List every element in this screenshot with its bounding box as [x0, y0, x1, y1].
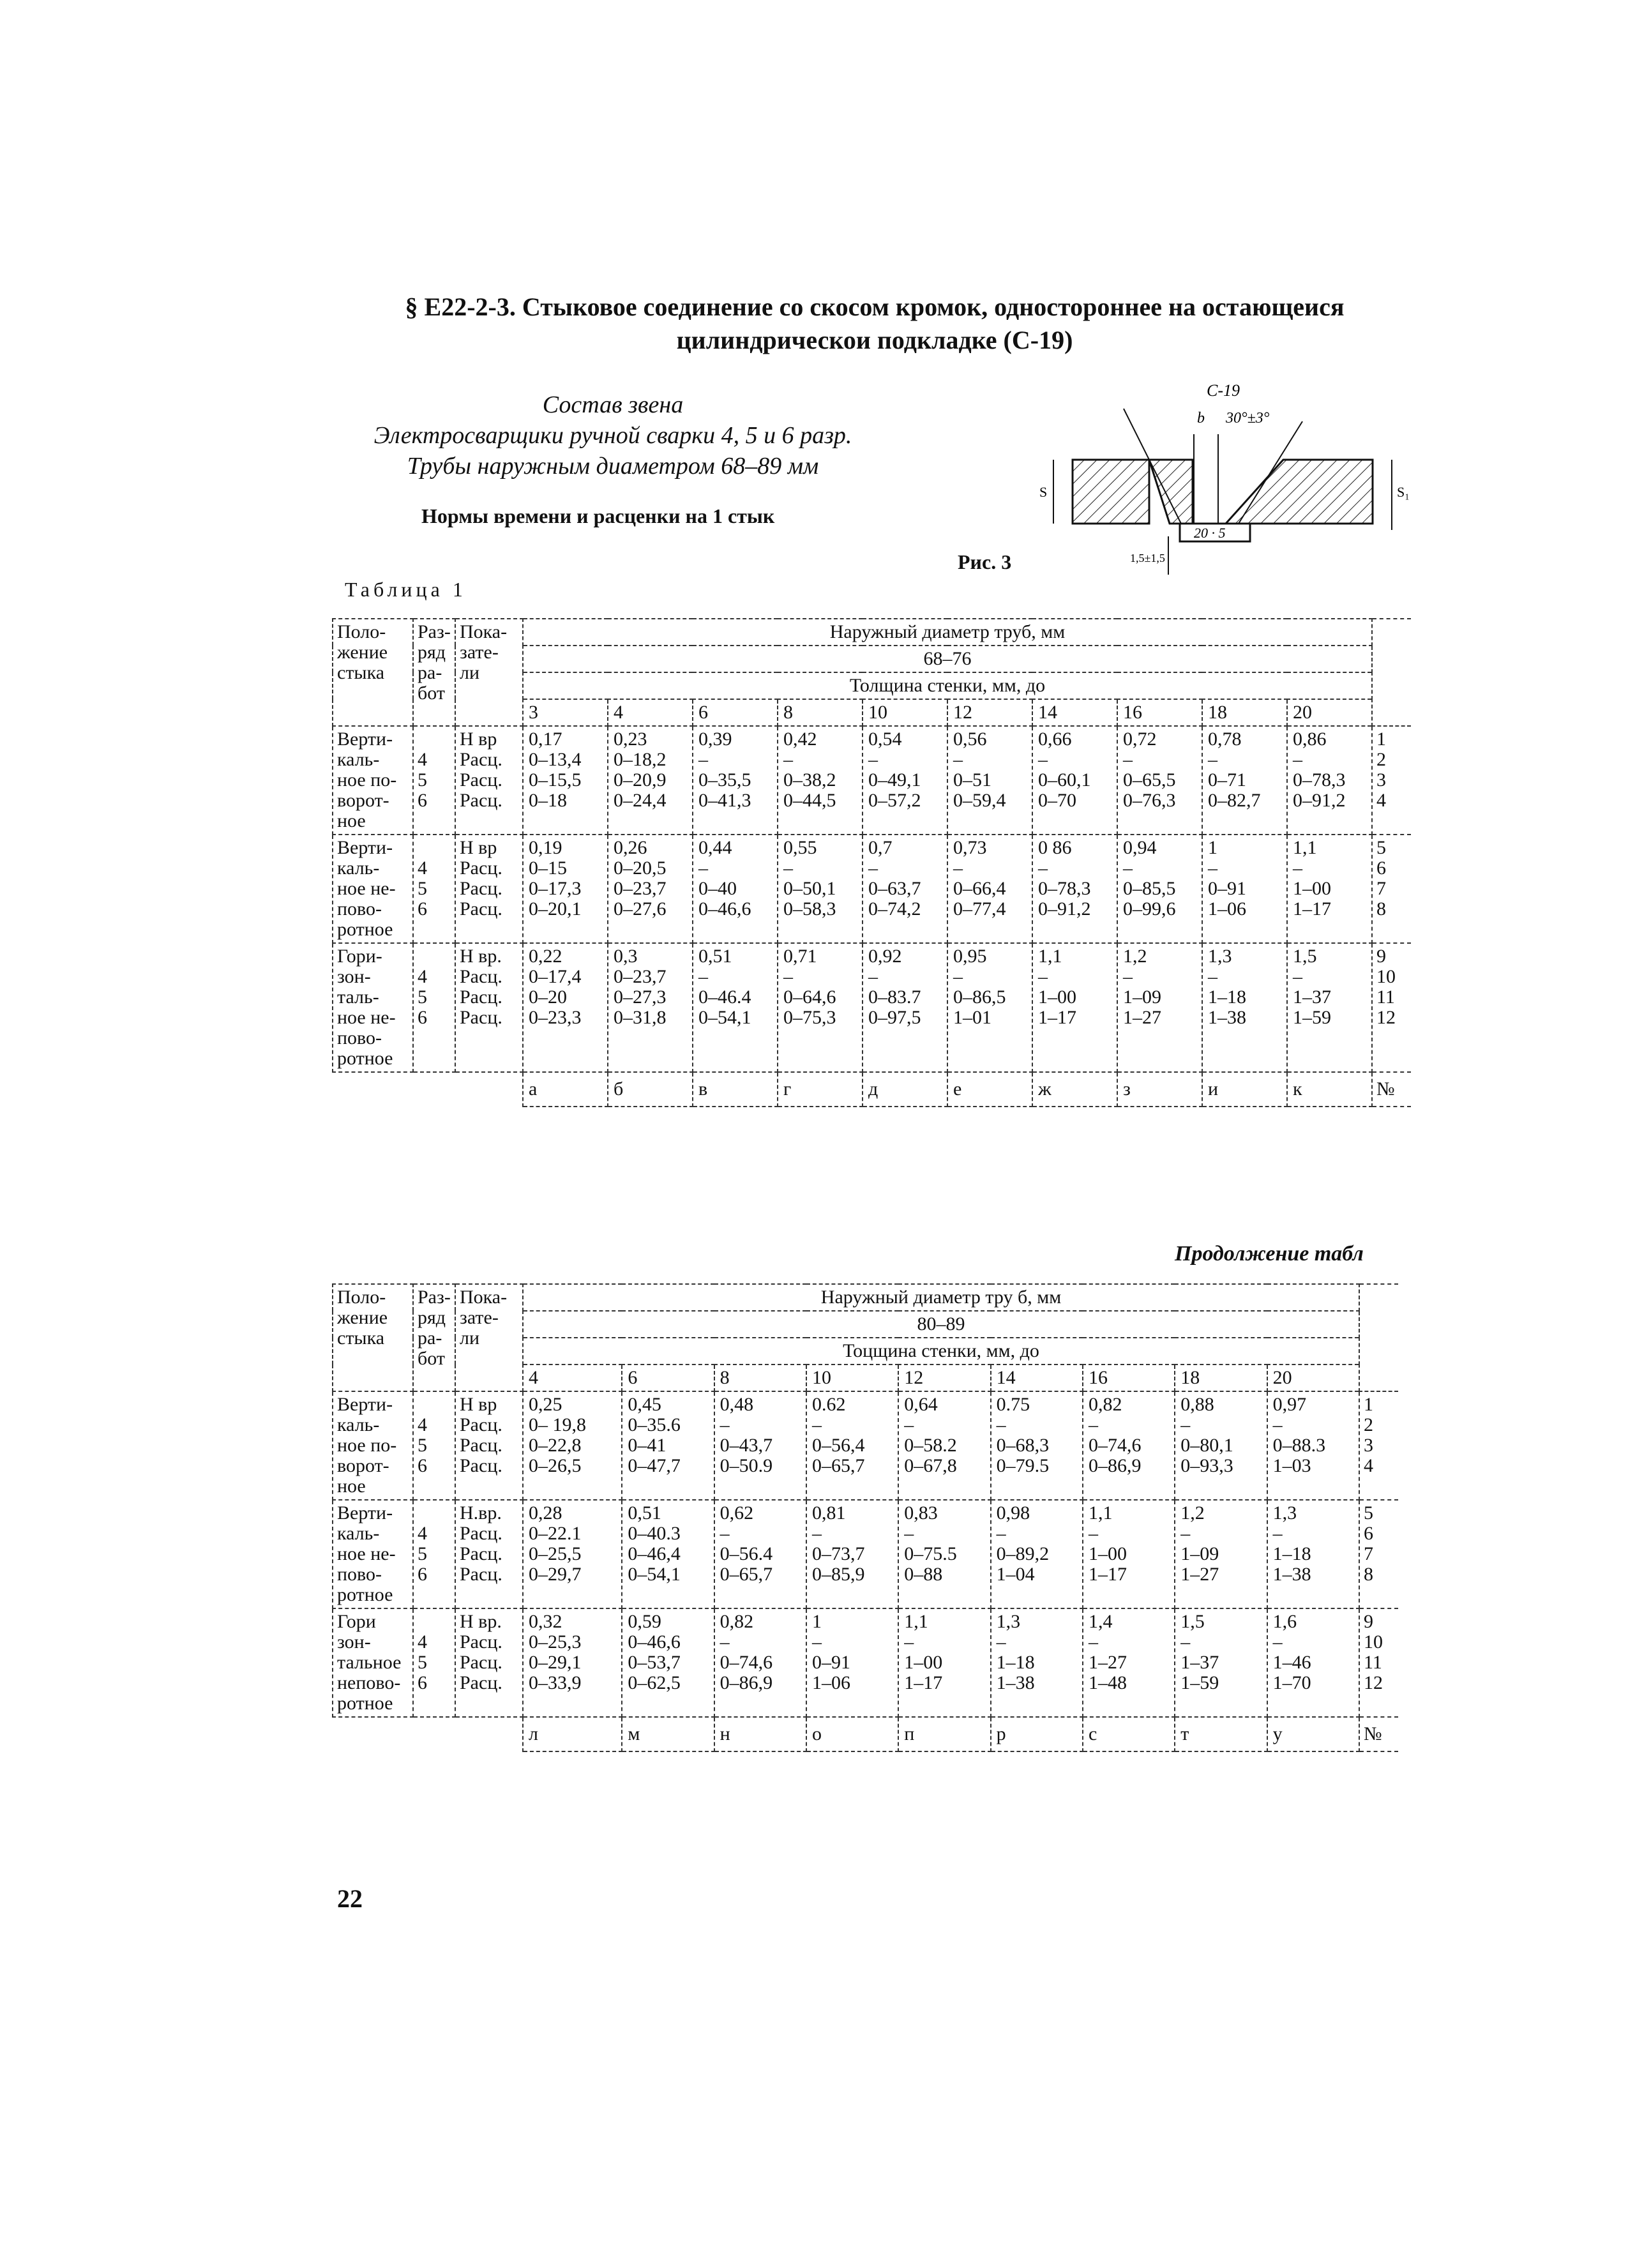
col-indicators-header: Пока- зате- ли	[455, 1284, 523, 1391]
position-cell: Гори- зон- таль- ное не- пово- ротное	[333, 943, 413, 1072]
value-cell: 0,51 0–40.3 0–46,4 0–54,1	[622, 1500, 714, 1608]
section-heading-line1: § Е22-2-3. Стыковое соединение со скосом кромок, одностороннее на остающеися	[405, 292, 1345, 321]
crew-line2: Трубы наружным диаметром 68–89 мм	[407, 453, 819, 480]
value-cell: 0,64 – 0–58.2 0–67,8	[898, 1391, 990, 1500]
page-number: 22	[337, 1884, 363, 1913]
section-heading-line2: цилиндрическои подкладке (С-19)	[676, 326, 1073, 354]
thickness-header-cell: 6	[693, 699, 778, 726]
value-cell: 0,48 – 0–43,7 0–50.9	[714, 1391, 806, 1500]
left-bevel	[1149, 460, 1193, 524]
position-cell: Гори зон- тальное непово- ротное	[333, 1608, 413, 1717]
col-position-header: Поло- жение стыка	[333, 619, 413, 726]
value-cell: 0 86 – 0–78,3 0–91,2	[1032, 835, 1117, 943]
value-cell: 0,7 – 0–63,7 0–74,2	[863, 835, 947, 943]
wall-thickness-header: Толщина стенки, мм, до	[523, 672, 1372, 699]
table-row	[333, 1500, 1398, 1608]
crew-title: Состав звена	[542, 391, 684, 418]
table-row	[333, 726, 1411, 835]
value-cell: 0,66 – 0–60,1 0–70	[1032, 726, 1117, 835]
column-letter-cell: ж	[1032, 1072, 1117, 1107]
value-cell: 1,5 – 1–37 1–59	[1175, 1608, 1267, 1717]
value-cell: 0,28 0–22.1 0–25,5 0–29,7	[523, 1500, 622, 1608]
table-row	[333, 835, 1411, 943]
column-letter-cell: л	[523, 1717, 622, 1751]
crew-composition	[319, 389, 907, 481]
value-cell: 1,3 – 1–18 1–38	[991, 1608, 1083, 1717]
outer-diameter-header: Наружный диаметр труб, мм	[523, 619, 1372, 646]
column-letter-cell: а	[523, 1072, 608, 1107]
column-letter-cell: с	[1083, 1717, 1175, 1751]
position-cell: Верти- каль- ное не- пово- ротное	[333, 1500, 413, 1608]
value-cell: 0,44 – 0–40 0–46,6	[693, 835, 778, 943]
no-label-cell: №	[1359, 1717, 1398, 1751]
rank-cell: 4 5 6	[413, 1391, 455, 1500]
value-cell: 0,71 – 0–64,6 0–75,3	[778, 943, 863, 1072]
column-letter-cell: у	[1267, 1717, 1359, 1751]
value-cell: 0,94 – 0–85,5 0–99,6	[1117, 835, 1202, 943]
value-cell: 1 – 0–91 1–06	[806, 1608, 898, 1717]
value-cell: 0,42 – 0–38,2 0–44,5	[778, 726, 863, 835]
thickness-s-label: S	[1039, 484, 1048, 500]
backing-size-label: 20 · 5	[1194, 525, 1226, 541]
outer-diameter-header: Наружный диаметр тру б, мм	[523, 1284, 1359, 1311]
indicator-cell: Н вр Расц. Расц. Расц.	[455, 835, 523, 943]
bevel-angle-label: 30°±3°	[1226, 410, 1270, 427]
indicator-cell: Н вр Расц. Расц. Расц.	[455, 726, 523, 835]
value-cell: 0,73 – 0–66,4 0–77,4	[947, 835, 1032, 943]
value-cell: 1,2 – 1–09 1–27	[1175, 1500, 1267, 1608]
value-cell: 0,81 – 0–73,7 0–85,9	[806, 1500, 898, 1608]
value-cell: 0,62 – 0–56.4 0–65,7	[714, 1500, 806, 1608]
thickness-header-cell: 20	[1267, 1365, 1359, 1391]
index-header-blank	[1372, 619, 1411, 726]
value-cell: 0,32 0–25,3 0–29,1 0–33,9	[523, 1608, 622, 1717]
root-gap-label: 1,5±1,5	[1130, 552, 1165, 564]
col-rank-header: Раз- ряд ра- бот	[413, 619, 455, 726]
letters-blank-cell	[333, 1717, 523, 1751]
table-row	[333, 1608, 1398, 1717]
value-cell: 0,88 – 0–80,1 0–93,3	[1175, 1391, 1267, 1500]
value-cell: 0,82 – 0–74,6 0–86,9	[714, 1608, 806, 1717]
col-indicators-header: Пока- зате- ли	[455, 619, 523, 726]
gap-b-label: b	[1197, 410, 1205, 427]
column-letter-cell: н	[714, 1717, 806, 1751]
position-cell: Верти- каль- ное по- ворот- ное	[333, 1391, 413, 1500]
indicator-cell: Н вр. Расц. Расц. Расц.	[455, 943, 523, 1072]
col-rank-header: Раз- ряд ра- бот	[413, 1284, 455, 1391]
rank-cell: 4 5 6	[413, 943, 455, 1072]
thickness-header-cell: 20	[1287, 699, 1372, 726]
value-cell: 0.62 – 0–56,4 0–65,7	[806, 1391, 898, 1500]
thickness-header-cell: 18	[1175, 1365, 1267, 1391]
value-cell: 0,56 – 0–51 0–59,4	[947, 726, 1032, 835]
left-pipe-wall	[1073, 460, 1149, 524]
rank-cell: 4 5 6	[413, 726, 455, 835]
thickness-header-cell: 4	[608, 699, 693, 726]
figure-code: С-19	[1207, 381, 1240, 400]
no-label-cell: №	[1372, 1072, 1411, 1107]
norms-table-2	[332, 1283, 1398, 1752]
value-cell: 1,2 – 1–09 1–27	[1117, 943, 1202, 1072]
value-cell: 0,39 – 0–35,5 0–41,3	[693, 726, 778, 835]
column-letter-cell: о	[806, 1717, 898, 1751]
crew-line1: Электросварщики ручной сварки 4, 5 и 6 разр.	[373, 422, 852, 449]
value-cell: 1,3 – 1–18 1–38	[1267, 1500, 1359, 1608]
row-number-cell: 9 10 11 12	[1359, 1608, 1398, 1717]
diameter-range: 68–76	[523, 646, 1372, 672]
thickness-header-cell: 8	[778, 699, 863, 726]
thickness-header-cell: 16	[1117, 699, 1202, 726]
thickness-header-cell: 3	[523, 699, 608, 726]
value-cell: 0,45 0–35.6 0–41 0–47,7	[622, 1391, 714, 1500]
row-number-cell: 9 10 11 12	[1372, 943, 1411, 1072]
value-cell: 1,4 – 1–27 1–48	[1083, 1608, 1175, 1717]
index-header-blank	[1359, 1284, 1398, 1391]
rank-cell: 4 5 6	[413, 1500, 455, 1608]
thickness-header-cell: 8	[714, 1365, 806, 1391]
indicator-cell: Н.вр. Расц. Расц. Расц.	[455, 1500, 523, 1608]
value-cell: 0,78 – 0–71 0–82,7	[1202, 726, 1287, 835]
value-cell: 0,3 0–23,7 0–27,3 0–31,8	[608, 943, 693, 1072]
position-cell: Верти- каль- ное не- пово- ротное	[333, 835, 413, 943]
column-letter-cell: з	[1117, 1072, 1202, 1107]
value-cell: 0,19 0–15 0–17,3 0–20,1	[523, 835, 608, 943]
rank-cell: 4 5 6	[413, 835, 455, 943]
thickness-header-cell: 16	[1083, 1365, 1175, 1391]
value-cell: 0,98 – 0–89,2 1–04	[991, 1500, 1083, 1608]
value-cell: 0,25 0– 19,8 0–22,8 0–26,5	[523, 1391, 622, 1500]
value-cell: 0,72 – 0–65,5 0–76,3	[1117, 726, 1202, 835]
norms-title: Нормы времени и расценки на 1 стык	[421, 504, 775, 527]
value-cell: 0,86 – 0–78,3 0–91,2	[1287, 726, 1372, 835]
thickness-header-cell: 18	[1202, 699, 1287, 726]
thickness-header-cell: 4	[523, 1365, 622, 1391]
value-cell: 0,17 0–13,4 0–15,5 0–18	[523, 726, 608, 835]
value-cell: 1,1 – 1–00 1–17	[898, 1608, 990, 1717]
col-position-header: Поло- жение стыка	[333, 1284, 413, 1391]
thickness-header-cell: 14	[1032, 699, 1117, 726]
row-number-cell: 1 2 3 4	[1359, 1391, 1398, 1500]
indicator-cell: Н вр. Расц. Расц. Расц.	[455, 1608, 523, 1717]
value-cell: 1,3 – 1–18 1–38	[1202, 943, 1287, 1072]
value-cell: 0.75 – 0–68,3 0–79.5	[991, 1391, 1083, 1500]
rank-cell: 4 5 6	[413, 1608, 455, 1717]
value-cell: 0,26 0–20,5 0–23,7 0–27,6	[608, 835, 693, 943]
value-cell: 0,83 – 0–75.5 0–88	[898, 1500, 990, 1608]
value-cell: 0,23 0–18,2 0–20,9 0–24,4	[608, 726, 693, 835]
table-label: Таблица 1	[345, 578, 467, 601]
value-cell: 0,97 – 0–88.3 1–03	[1267, 1391, 1359, 1500]
table-row	[333, 1391, 1398, 1500]
indicator-cell: Н вр Расц. Расц. Расц.	[455, 1391, 523, 1500]
column-letter-cell: м	[622, 1717, 714, 1751]
column-letter-cell: р	[991, 1717, 1083, 1751]
column-letter-cell: в	[693, 1072, 778, 1107]
column-letter-cell: и	[1202, 1072, 1287, 1107]
figure-caption: Рис. 3	[958, 550, 1012, 573]
column-letter-cell: к	[1287, 1072, 1372, 1107]
column-letter-cell: д	[863, 1072, 947, 1107]
thickness-header-cell: 14	[991, 1365, 1083, 1391]
value-cell: 0,59 0–46,6 0–53,7 0–62,5	[622, 1608, 714, 1717]
row-number-cell: 5 6 7 8	[1372, 835, 1411, 943]
value-cell: 0,51 – 0–46.4 0–54,1	[693, 943, 778, 1072]
joint-figure	[1034, 370, 1443, 581]
value-cell: 0,95 – 0–86,5 1–01	[947, 943, 1032, 1072]
value-cell: 0,92 – 0–83.7 0–97,5	[863, 943, 947, 1072]
value-cell: 0,55 – 0–50,1 0–58,3	[778, 835, 863, 943]
continuation-label: Продолжение табл	[1175, 1242, 1364, 1266]
column-letter-cell: т	[1175, 1717, 1267, 1751]
thickness-header-cell: 10	[863, 699, 947, 726]
value-cell: 1 – 0–91 1–06	[1202, 835, 1287, 943]
value-cell: 0,82 – 0–74,6 0–86,9	[1083, 1391, 1175, 1500]
wall-thickness-header: Тоцщина стенки, мм, до	[523, 1338, 1359, 1365]
position-cell: Верти- каль- ное по- ворот- ное	[333, 726, 413, 835]
section-heading	[358, 291, 1392, 357]
thickness-header-cell: 10	[806, 1365, 898, 1391]
thickness-header-cell: 12	[947, 699, 1032, 726]
row-number-cell: 5 6 7 8	[1359, 1500, 1398, 1608]
diameter-range: 80–89	[523, 1311, 1359, 1338]
value-cell: 1,1 – 1–00 1–17	[1083, 1500, 1175, 1608]
table-row	[333, 943, 1411, 1072]
column-letter-cell: г	[778, 1072, 863, 1107]
letters-blank-cell	[333, 1072, 523, 1107]
value-cell: 1,1 – 1–00 1–17	[1287, 835, 1372, 943]
thickness-header-cell: 6	[622, 1365, 714, 1391]
thickness-s1-label: S₁	[1397, 484, 1410, 500]
thickness-header-cell: 12	[898, 1365, 990, 1391]
column-letter-cell: п	[898, 1717, 990, 1751]
norms-table-1	[332, 618, 1411, 1107]
column-letter-cell: б	[608, 1072, 693, 1107]
value-cell: 1,1 – 1–00 1–17	[1032, 943, 1117, 1072]
value-cell: 1,6 – 1–46 1–70	[1267, 1608, 1359, 1717]
value-cell: 1,5 – 1–37 1–59	[1287, 943, 1372, 1072]
value-cell: 0,54 – 0–49,1 0–57,2	[863, 726, 947, 835]
row-number-cell: 1 2 3 4	[1372, 726, 1411, 835]
column-letter-cell: е	[947, 1072, 1032, 1107]
value-cell: 0,22 0–17,4 0–20 0–23,3	[523, 943, 608, 1072]
